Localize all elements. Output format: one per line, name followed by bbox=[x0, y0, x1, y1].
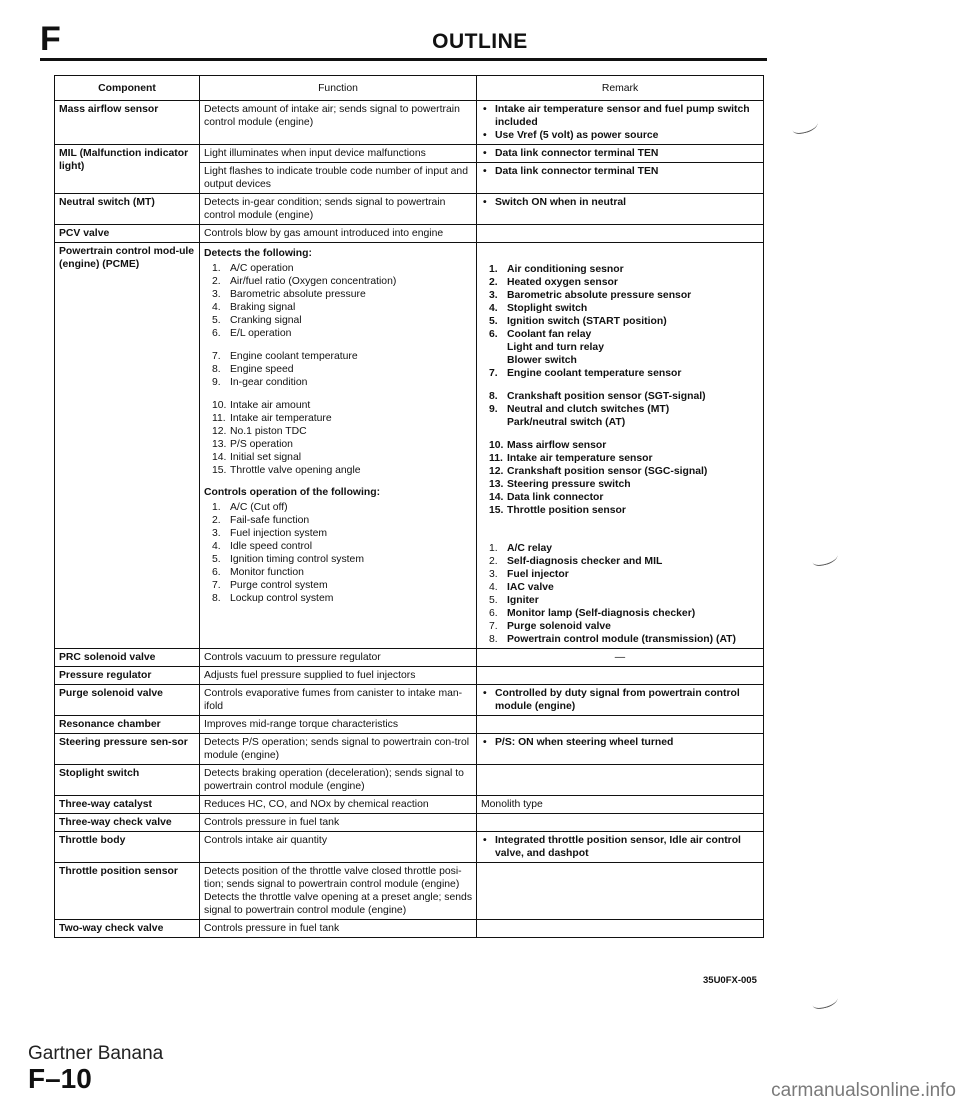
list-item: 5. Cranking signal bbox=[212, 315, 302, 326]
list-item: 1. A/C (Cut off) bbox=[212, 502, 288, 513]
table-row bbox=[55, 863, 764, 920]
remark-cell bbox=[477, 163, 764, 194]
remark-cell bbox=[477, 685, 764, 716]
table-row bbox=[55, 814, 764, 832]
remark-cell: — bbox=[477, 649, 764, 667]
list-item: 7. Purge solenoid valve bbox=[489, 621, 611, 632]
list-item: 13. P/S operation bbox=[212, 439, 293, 450]
table-row bbox=[55, 649, 764, 667]
list-item: 8. Crankshaft position sensor (SGT-signal) bbox=[489, 391, 706, 402]
remark-item: • Intake air temperature sensor and fuel pump switch included bbox=[481, 103, 759, 129]
remark-cell bbox=[477, 765, 764, 796]
list-item: 15. Throttle valve opening angle bbox=[212, 465, 361, 476]
function-cell: Light flashes to indicate trouble code number of input and output devices bbox=[200, 163, 477, 194]
function-cell: Adjusts fuel pressure supplied to fuel injectors bbox=[200, 667, 477, 685]
component-cell: PRC solenoid valve bbox=[55, 649, 200, 667]
remark-cell bbox=[477, 101, 764, 145]
component-cell: Purge solenoid valve bbox=[55, 685, 200, 716]
list-item: 5. Ignition switch (START position) bbox=[489, 316, 667, 327]
detects-list bbox=[204, 262, 472, 477]
list-item: 7. Engine coolant temperature sensor bbox=[489, 368, 682, 379]
remark-cell bbox=[477, 194, 764, 225]
table-row bbox=[55, 667, 764, 685]
remark-cell bbox=[477, 863, 764, 920]
component-cell: Neutral switch (MT) bbox=[55, 194, 200, 225]
list-item: 3. Barometric absolute pressure bbox=[212, 289, 366, 300]
detects-label: Detects the following: bbox=[204, 248, 312, 259]
title-rule bbox=[40, 58, 767, 61]
remark-cell bbox=[477, 716, 764, 734]
list-item: Light and turn relay bbox=[507, 342, 604, 353]
function-cell: Detects amount of intake air; sends signal to powertrain control module (engine) bbox=[200, 101, 477, 145]
header-function: Function bbox=[200, 76, 477, 101]
list-item: 2. Air/fuel ratio (Oxygen concentration) bbox=[212, 276, 397, 287]
table-row bbox=[55, 225, 764, 243]
component-cell: Steering pressure sen-sor bbox=[55, 734, 200, 765]
function-cell: Detects in-gear condition; sends signal to powertrain control module (engine) bbox=[200, 194, 477, 225]
list-item: 6. E/L operation bbox=[212, 328, 292, 339]
component-cell: Three-way check valve bbox=[55, 814, 200, 832]
list-item: 13. Steering pressure switch bbox=[489, 479, 631, 490]
remark-item: • Integrated throttle position sensor, Idle air control valve, and dashpot bbox=[481, 834, 759, 860]
component-cell: Mass airflow sensor bbox=[55, 101, 200, 145]
list-item: 6. Coolant fan relay bbox=[489, 329, 592, 340]
function-cell: Controls pressure in fuel tank bbox=[200, 814, 477, 832]
table-row bbox=[55, 243, 764, 649]
scan-mark bbox=[811, 992, 839, 1010]
function-cell: Detects position of the throttle valve closed throttle posi-tion; sends signal to powertrain control module (engine) Detects the throttle valve opening at a preset angle; sends signal to powertrain control module (engine) bbox=[200, 863, 477, 920]
list-item: 4. Stoplight switch bbox=[489, 303, 588, 314]
list-item: 7. Purge control system bbox=[212, 580, 328, 591]
function-cell: Light illuminates when input device malfunctions bbox=[200, 145, 477, 163]
function-cell: Improves mid-range torque characteristics bbox=[200, 716, 477, 734]
list-item: 15. Throttle position sensor bbox=[489, 505, 626, 516]
remark-cell bbox=[477, 243, 764, 649]
list-item: 5. Ignition timing control system bbox=[212, 554, 364, 565]
list-item: 4. Idle speed control bbox=[212, 541, 313, 552]
component-cell: Resonance chamber bbox=[55, 716, 200, 734]
section-letter: F bbox=[40, 20, 61, 58]
remark-item: • Data link connector terminal TEN bbox=[481, 165, 759, 178]
remark-cell: Monolith type bbox=[477, 796, 764, 814]
list-item: 8. Lockup control system bbox=[212, 593, 334, 604]
function-cell: Detects P/S operation; sends signal to powertrain con-trol module (engine) bbox=[200, 734, 477, 765]
site-watermark: carmanualsonline.info bbox=[771, 1080, 956, 1101]
scan-mark bbox=[791, 117, 819, 135]
list-item: 7. Engine coolant temperature bbox=[212, 351, 358, 362]
function-cell: Detects braking operation (deceleration); sends signal to powertrain control module (engine) bbox=[200, 765, 477, 796]
remark-cell bbox=[477, 814, 764, 832]
remark-item: • Controlled by duty signal from powertrain control module (engine) bbox=[481, 687, 759, 713]
list-item: 1. Air conditioning sesnor bbox=[489, 264, 624, 275]
list-item: 12. No.1 piston TDC bbox=[212, 426, 307, 437]
header-component: Component bbox=[55, 76, 200, 101]
list-item: 9. In-gear condition bbox=[212, 377, 308, 388]
remark-item: • Use Vref (5 volt) as power source bbox=[481, 129, 759, 142]
function-cell: Controls pressure in fuel tank bbox=[200, 920, 477, 938]
list-item: 8. Powertrain control module (transmission) (AT) bbox=[489, 634, 736, 645]
list-item: 12. Crankshaft position sensor (SGC-signal) bbox=[489, 466, 708, 477]
outline-table bbox=[54, 75, 764, 938]
list-item: 4. IAC valve bbox=[489, 582, 554, 593]
page-title: OUTLINE bbox=[432, 30, 528, 53]
list-item: 2. Self-diagnosis checker and MIL bbox=[489, 556, 663, 567]
list-item: 6. Monitor function bbox=[212, 567, 304, 578]
list-item: 2. Fail-safe function bbox=[212, 515, 310, 526]
table-row bbox=[55, 194, 764, 225]
component-cell: Stoplight switch bbox=[55, 765, 200, 796]
list-item: 10. Mass airflow sensor bbox=[489, 440, 607, 451]
remark-cell bbox=[477, 145, 764, 163]
list-item: 8. Engine speed bbox=[212, 364, 294, 375]
component-cell: Pressure regulator bbox=[55, 667, 200, 685]
component-cell: MIL (Malfunction indicator light) bbox=[55, 145, 200, 194]
control-remarks-list bbox=[481, 542, 759, 646]
table-row bbox=[55, 685, 764, 716]
list-item: 3. Barometric absolute pressure sensor bbox=[489, 290, 692, 301]
component-cell: Powertrain control mod-ule (engine) (PCME) bbox=[55, 243, 200, 649]
table-row bbox=[55, 101, 764, 145]
remark-item: • Data link connector terminal TEN bbox=[481, 147, 759, 160]
list-item: 11. Intake air temperature bbox=[212, 413, 332, 424]
remark-item: • Switch ON when in neutral bbox=[481, 196, 759, 209]
list-item: 11. Intake air temperature sensor bbox=[489, 453, 653, 464]
controls-list bbox=[204, 501, 472, 605]
detect-remarks-list bbox=[481, 263, 759, 517]
controls-label: Controls operation of the following: bbox=[204, 487, 381, 498]
list-item: Blower switch bbox=[507, 355, 577, 366]
list-item: 2. Heated oxygen sensor bbox=[489, 277, 618, 288]
list-item: 3. Fuel injection system bbox=[212, 528, 328, 539]
list-item: 6. Monitor lamp (Self-diagnosis checker) bbox=[489, 608, 696, 619]
table-row bbox=[55, 716, 764, 734]
list-item: 3. Fuel injector bbox=[489, 569, 569, 580]
table-header-row bbox=[55, 76, 764, 101]
remark-cell bbox=[477, 667, 764, 685]
table-row bbox=[55, 734, 764, 765]
function-cell: Controls intake air quantity bbox=[200, 832, 477, 863]
remark-cell bbox=[477, 225, 764, 243]
header-remark: Remark bbox=[477, 76, 764, 101]
function-cell: Controls blow by gas amount introduced into engine bbox=[200, 225, 477, 243]
component-cell: Two-way check valve bbox=[55, 920, 200, 938]
scan-mark bbox=[811, 549, 839, 567]
remark-cell bbox=[477, 832, 764, 863]
table-row bbox=[55, 832, 764, 863]
component-cell: Throttle position sensor bbox=[55, 863, 200, 920]
remark-cell bbox=[477, 920, 764, 938]
function-cell bbox=[200, 243, 477, 649]
list-item: 1. A/C relay bbox=[489, 543, 553, 554]
list-item: 14. Data link connector bbox=[489, 492, 604, 503]
component-cell: Throttle body bbox=[55, 832, 200, 863]
function-cell: Controls evaporative fumes from canister to intake man-ifold bbox=[200, 685, 477, 716]
remark-cell bbox=[477, 734, 764, 765]
page-number: F–10 bbox=[28, 1063, 92, 1094]
table-row bbox=[55, 920, 764, 938]
list-item: 5. Igniter bbox=[489, 595, 539, 606]
remark-item: • P/S: ON when steering wheel turned bbox=[481, 736, 759, 749]
list-item: Park/neutral switch (AT) bbox=[507, 417, 626, 428]
list-item: 10. Intake air amount bbox=[212, 400, 311, 411]
function-cell: Reduces HC, CO, and NOx by chemical reaction bbox=[200, 796, 477, 814]
component-cell: Three-way catalyst bbox=[55, 796, 200, 814]
table-row bbox=[55, 145, 764, 163]
function-cell: Controls vacuum to pressure regulator bbox=[200, 649, 477, 667]
list-item: 9. Neutral and clutch switches (MT) bbox=[489, 404, 670, 415]
component-cell: PCV valve bbox=[55, 225, 200, 243]
table-row bbox=[55, 796, 764, 814]
list-item: 14. Initial set signal bbox=[212, 452, 302, 463]
table-row bbox=[55, 765, 764, 796]
watermark-text: Gartner Banana bbox=[28, 1043, 164, 1064]
list-item: 1. A/C operation bbox=[212, 263, 294, 274]
list-item: 4. Braking signal bbox=[212, 302, 296, 313]
figure-code: 35U0FX-005 bbox=[703, 975, 757, 986]
